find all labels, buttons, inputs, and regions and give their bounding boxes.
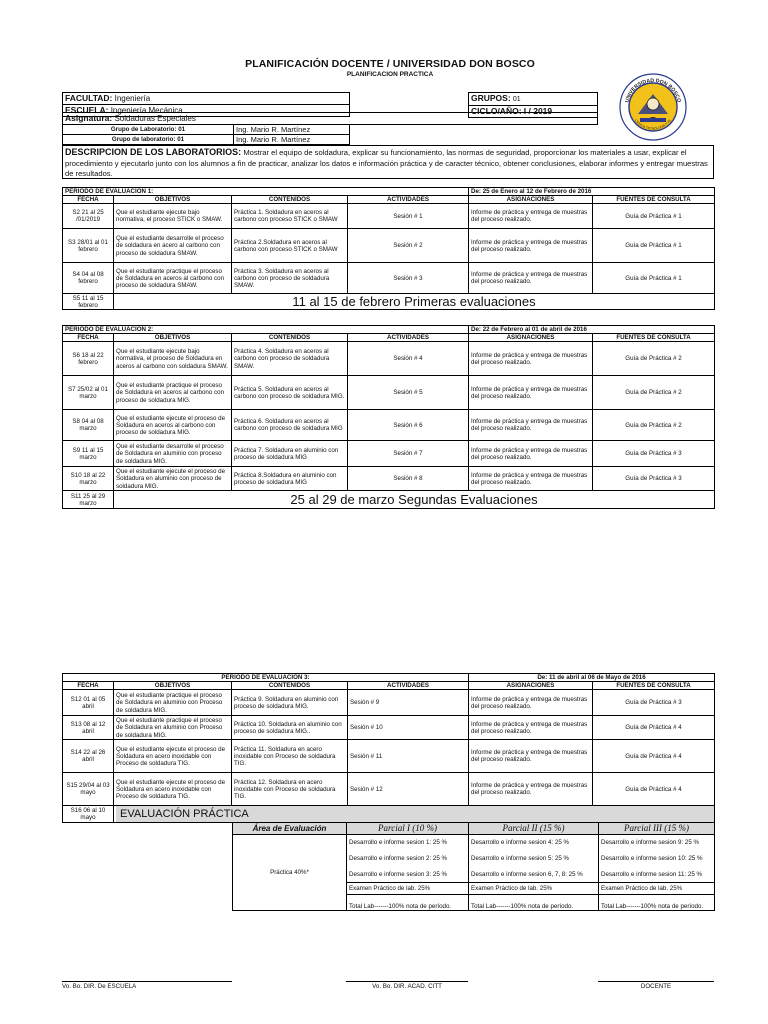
cell-fecha: S3 28/01 al 01 febrero <box>63 229 114 263</box>
university-logo <box>618 72 688 142</box>
parcial-2-line: Desarrollo e informe sesion 6, 7, 8: 25 % <box>469 867 599 883</box>
col-fecha: FECHA <box>63 196 114 204</box>
signature-line-docente <box>598 981 714 982</box>
evaluation-table <box>232 822 715 911</box>
parcial-2-total: Total Lab-------100% nota de período. <box>469 895 599 911</box>
col-fecha: FECHA <box>63 334 114 342</box>
col-objetivos: OBJETIVOS <box>114 334 232 342</box>
cell-objetivo: Que el estudiante practique el proceso de Soldadura en aceros al carbono con proceso de soldadura SMAW. <box>114 263 232 294</box>
signature-line-acad <box>346 981 468 982</box>
cell-fecha: S14 22 al 26 abril <box>63 740 114 773</box>
signature-line-escuela <box>62 981 232 982</box>
cell-fuente: Guía de Práctica # 1 <box>593 229 715 263</box>
docente-2: Ing. Mario R. Martínez <box>234 135 350 145</box>
cell-objetivo: Que el estudiante ejecute el proceso de Soldadura en aluminio con proceso de soldadura MIG. <box>114 467 232 491</box>
cell-actividad: Sesión # 4 <box>348 342 469 376</box>
period-1-table <box>62 187 715 310</box>
logo-top-text: UNIVERSIDAD DON BOSCO <box>624 77 682 104</box>
cell-objetivo: Que el estudiante practique el proceso de Soldadura en aluminio con Proceso de soldadura MIG. <box>114 716 232 740</box>
evaluation-week-text: 25 al 29 de marzo Segundas Evaluaciones <box>114 491 715 509</box>
cell-fecha: S4 04 al 08 febrero <box>63 263 114 294</box>
cell-fuente: Guía de Práctica # 2 <box>593 410 715 441</box>
parcial-1-header: Parcial I (10 %) <box>347 823 469 835</box>
table-row <box>63 204 715 229</box>
cell-asignacion: Informe de práctica y entrega de muestras del proceso realizado. <box>469 740 593 773</box>
parcial-2-line: Desarrollo e informe sesion 5: 25 % <box>469 851 599 867</box>
cell-actividad: Sesión # 7 <box>348 441 469 467</box>
asignatura-cell: Asignatura: Soldaduras Especiales <box>63 113 598 125</box>
cell-actividad: Sesión # 9 <box>348 690 469 716</box>
cell-contenido: Práctica 11. Soldadura en acero inoxidable con Proceso de soldadura TIG. <box>232 740 348 773</box>
cell-objetivo: Que el estudiante practique el proceso de Soldadura en aluminio con Proceso de soldadura MIG. <box>114 690 232 716</box>
signature-acad: Vo. Bo. DIR. ACAD. CITT <box>372 983 442 990</box>
col-contenidos: CONTENIDOS <box>232 196 348 204</box>
cell-fecha: S2 21 al 25 /01/2019 <box>63 204 114 229</box>
table-row <box>63 441 715 467</box>
cell-contenido: Práctica 8.Soldadura en aluminio con proceso de soldadura MIG <box>232 467 348 491</box>
col-fuentes: FUENTES DE CONSULTA <box>593 682 715 690</box>
col-actividades: ACTIVIDADES <box>348 682 469 690</box>
cell-actividad: Sesión # 12 <box>348 773 469 806</box>
col-asignaciones: ASIGNACIONES <box>469 334 593 342</box>
cell-contenido: Práctica 12. Soldadura en acero inoxidable con Proceso de soldadura TIG. <box>232 773 348 806</box>
col-objetivos: OBJETIVOS <box>114 196 232 204</box>
cell-actividad: Sesión # 3 <box>348 263 469 294</box>
cell-actividad: Sesión # 10 <box>348 716 469 740</box>
document-title: PLANIFICACIÓN DOCENTE / UNIVERSIDAD DON BOSCO <box>245 58 535 70</box>
cell-actividad: Sesión # 5 <box>348 376 469 410</box>
cell-fuente: Guía de Práctica # 4 <box>593 773 715 806</box>
grupo-lab-label-2: Grupo de laboratorio: 01 <box>63 135 234 145</box>
period-2-table <box>62 325 715 509</box>
col-objetivos: OBJETIVOS <box>114 682 232 690</box>
table-row <box>63 467 715 491</box>
evaluation-title: EVALUACIÓN PRÁCTICA <box>116 806 714 822</box>
parcial-1-line: Desarrollo e informe sesion 1: 25 % <box>347 835 469 851</box>
cell-contenido: Práctica 4. Soldadura en aceros al carbono con proceso de soldadura SMAW. <box>232 342 348 376</box>
col-contenidos: CONTENIDOS <box>232 334 348 342</box>
cell-objetivo: Que el estudiante ejecute el proceso de Soldadura en aceros al carbono con proceso de soldadura MIG. <box>114 410 232 441</box>
cell-objetivo: Que el estudiante ejecute el proceso de Soldadura en acero inoxidable con Proceso de soldadura TIG. <box>114 773 232 806</box>
cell-objetivo: Que el estudiante ejecute bajo normativa, el proceso STICK o SMAW. <box>114 204 232 229</box>
parcial-1-total: Total Lab-------100% nota de período. <box>347 895 469 911</box>
signature-docente: DOCENTE <box>640 983 672 990</box>
facultad-cell: FACULTAD: Ingeniería <box>63 93 350 105</box>
cell-fecha: S15 29/04 al 03 mayo <box>63 773 114 806</box>
cell-objetivo: Que el estudiante ejecute bajo normativa, el proceso de Soldadura en aceros al carbono con soldadura SMAW. <box>114 342 232 376</box>
cell-fuente: Guía de Práctica # 1 <box>593 263 715 294</box>
cell-actividad: Sesión # 11 <box>348 740 469 773</box>
parcial-3-header: Parcial III (15 %) <box>599 823 715 835</box>
table-row <box>63 342 715 376</box>
cell-fecha: S9 11 al 15 marzo <box>63 441 114 467</box>
cell-asignacion: Informe de práctica y entrega de muestras del proceso realizado. <box>469 773 593 806</box>
cell-contenido: Práctica 9. Soldadura en aluminio con proceso de soldadura MIG. <box>232 690 348 716</box>
cell-objetivo: Que el estudiante practique el proceso de Soldadura en aceros al carbono con proceso de soldadura MIG. <box>114 376 232 410</box>
table-row <box>63 410 715 441</box>
period-3-table <box>62 673 715 823</box>
cell-fecha: S8 04 al 08 marzo <box>63 410 114 441</box>
cell-asignacion: Informe de práctica y entrega de muestras del proceso realizado. <box>469 690 593 716</box>
parcial-2-line: Examen Práctico de lab. 25% <box>469 883 599 895</box>
cell-contenido: Práctica 1. Soldadura en aceros al carbono con proceso STICK o SMAW <box>232 204 348 229</box>
cell-asignacion: Informe de práctica y entrega de muestras del proceso realizado. <box>469 716 593 740</box>
cell-contenido: Práctica 10. Soldadura en aluminio con proceso de soldadura MIG.. <box>232 716 348 740</box>
cell-asignacion: Informe de práctica y entrega de muestras del proceso realizado. <box>469 441 593 467</box>
logo-bottom-text: CIENCIA TECNOLOGÍA Y FE <box>633 118 673 131</box>
table-row <box>63 690 715 716</box>
cell-contenido: Práctica 5. Soldadura en aceros al carbono con proceso de soldadura MIG. <box>232 376 348 410</box>
cell-asignacion: Informe de práctica y entrega de muestras del proceso realizado. <box>469 229 593 263</box>
cell-contenido: Práctica 2.Soldadura en aceros al carbono con proceso STICK o SMAW <box>232 229 348 263</box>
period-range: De: 11 de abril al 06 de Mayo de 2016 <box>469 674 715 682</box>
parcial-2-header: Parcial II (15 %) <box>469 823 599 835</box>
area-evaluacion-header: Área de Evaluación <box>233 823 347 835</box>
cell-actividad: Sesión # 6 <box>348 410 469 441</box>
cell-fuente: Guía de Práctica # 2 <box>593 376 715 410</box>
description-label: DESCRIPCION DE LOS LABORATORIOS: <box>65 147 242 157</box>
parcial-2-line: Desarrollo e informe sesion 4: 25 % <box>469 835 599 851</box>
parcial-3-line: Examen Práctico de lab. 25% <box>599 883 715 895</box>
cell-fuente: Guía de Práctica # 3 <box>593 467 715 491</box>
grupo-lab-table <box>62 124 350 145</box>
cell-fuente: Guía de Práctica # 4 <box>593 740 715 773</box>
ciclo-cell: CICLO/AÑO: I / 2019 <box>469 106 598 118</box>
cell-fecha: S13 08 al 12 abril <box>63 716 114 740</box>
cell-fuente: Guía de Práctica # 3 <box>593 441 715 467</box>
parcial-3-line: Desarrollo e informe sesion 10: 25 % <box>599 851 715 867</box>
cell-asignacion: Informe de práctica y entrega de muestras del proceso realizado. <box>469 376 593 410</box>
col-actividades: ACTIVIDADES <box>348 334 469 342</box>
cell-asignacion: Informe de práctica y entrega de muestras del proceso realizado. <box>469 342 593 376</box>
table-row <box>63 773 715 806</box>
period-label: PERIODO DE EVALUACION 3: <box>63 674 469 682</box>
cell-fecha: S7 25/02 al 01 marzo <box>63 376 114 410</box>
cell-objetivo: Que el estudiante desarrolle el proceso de soldadura en acero al carbono con proceso de soldadura SMAW. <box>114 229 232 263</box>
cell-fuente: Guía de Práctica # 4 <box>593 716 715 740</box>
table-row <box>63 263 715 294</box>
escuela-cell: ESCUELA: Ingeniería Mecánica <box>63 105 350 117</box>
col-actividades: ACTIVIDADES <box>348 196 469 204</box>
cell-contenido: Práctica 7. Soldadura en aluminio con proceso de soldadura MIG <box>232 441 348 467</box>
evaluation-week-row <box>63 294 715 310</box>
parcial-1-line: Examen Práctico de lab. 25% <box>347 883 469 895</box>
period-label: PERIODO DE EVALUACION 2: <box>63 326 469 334</box>
cell-fecha: S6 18 al 22 febrero <box>63 342 114 376</box>
evaluation-week-text: 11 al 15 de febrero Primeras evaluaciones <box>114 294 715 310</box>
description-text: Mostrar el equipo de soldadura, explicar su funcionamiento, las normas de seguridad, proporcionar los materiales a usar, explicar el procedimiento y ejecutarlo junto con los alumnos a fin de practicar, analizar los datos e información práctica y de caracter técnico, obtener conclusiones, elaborar informes y entregar muestras de resultados. <box>65 148 708 178</box>
cell-objetivo: Que el estudiante ejecute el proceso de Soldadura en acero inoxidable con Proceso de soldadura TIG. <box>114 740 232 773</box>
col-contenidos: CONTENIDOS <box>232 682 348 690</box>
cell-fecha: S12 01 al 05 abril <box>63 690 114 716</box>
document-subtitle: PLANIFICACION PRACTICA <box>346 71 434 78</box>
cell-asignacion: Informe de práctica y entrega de muestras del proceso realizado. <box>469 410 593 441</box>
cell-asignacion: Informe de práctica y entrega de muestras del proceso realizado. <box>469 263 593 294</box>
period-label: PERIODO DE EVALUACION 1: <box>63 188 469 196</box>
cell-fuente: Guía de Práctica # 1 <box>593 204 715 229</box>
col-asignaciones: ASIGNACIONES <box>469 682 593 690</box>
col-fuentes: FUENTES DE CONSULTA <box>593 196 715 204</box>
table-row <box>63 740 715 773</box>
cell-actividad: Sesión # 2 <box>348 229 469 263</box>
header-right-table <box>468 92 598 118</box>
cell-fecha: S10 18 al 22 marzo <box>63 467 114 491</box>
cell-asignacion: Informe de práctica y entrega de muestras del proceso realizado. <box>469 204 593 229</box>
cell-fuente: Guía de Práctica # 2 <box>593 342 715 376</box>
cell-fecha: S11 25 al 29 marzo <box>63 491 114 509</box>
parcial-3-line: Desarrollo e informe sesion 9: 25 % <box>599 835 715 851</box>
cell-actividad: Sesión # 8 <box>348 467 469 491</box>
col-asignaciones: ASIGNACIONES <box>469 196 593 204</box>
evaluation-week-row <box>63 491 715 509</box>
table-row <box>63 229 715 263</box>
cell-actividad: Sesión # 1 <box>348 204 469 229</box>
parcial-1-line: Desarrollo e informe sesion 2: 25 % <box>347 851 469 867</box>
col-fecha: FECHA <box>63 682 114 690</box>
cell-fuente: Guía de Práctica # 3 <box>593 690 715 716</box>
parcial-3-line: Desarrollo e informe sesion 11: 25 % <box>599 867 715 883</box>
signature-escuela: Vo. Bo. DIR. De ESCUELA <box>62 983 137 990</box>
parcial-1-line: Desarrollo e informe sesion 3: 25 % <box>347 867 469 883</box>
docente-1: Ing. Mario R. Martínez <box>234 125 350 135</box>
grupos-cell: GRUPOS: 01 <box>469 93 598 106</box>
cell-contenido: Práctica 6. Soldadura en aceros al carbono con proceso de soldadura MIG <box>232 410 348 441</box>
table-row <box>63 376 715 410</box>
period-range: De: 25 de Enero al 12 de Febrero de 2016 <box>469 188 715 196</box>
parcial-3-total: Total Lab-------100% nota de período. <box>599 895 715 911</box>
grupo-lab-label: Grupo de Laboratorio: 01 <box>63 125 234 135</box>
lab-description <box>62 145 714 179</box>
cell-fecha: S5 11 al 15 febrero <box>63 294 114 310</box>
practica-label: Práctica 40%* <box>233 835 347 911</box>
cell-asignacion: Informe de práctica y entrega de muestras del proceso realizado. <box>469 467 593 491</box>
cell-objetivo: Que el estudiante desarrolle el proceso de Soldadura en aluminio con proceso de soldadura MIG. <box>114 441 232 467</box>
period-range: De: 22 de Febrero al 01 de abril de 2016 <box>469 326 715 334</box>
table-row <box>63 716 715 740</box>
col-fuentes: FUENTES DE CONSULTA <box>593 334 715 342</box>
cell-fecha: S16 06 al 10 mayo <box>63 806 114 823</box>
cell-contenido: Práctica 3. Soldadura en aceros al carbono con proceso de soldadura SMAW. <box>232 263 348 294</box>
